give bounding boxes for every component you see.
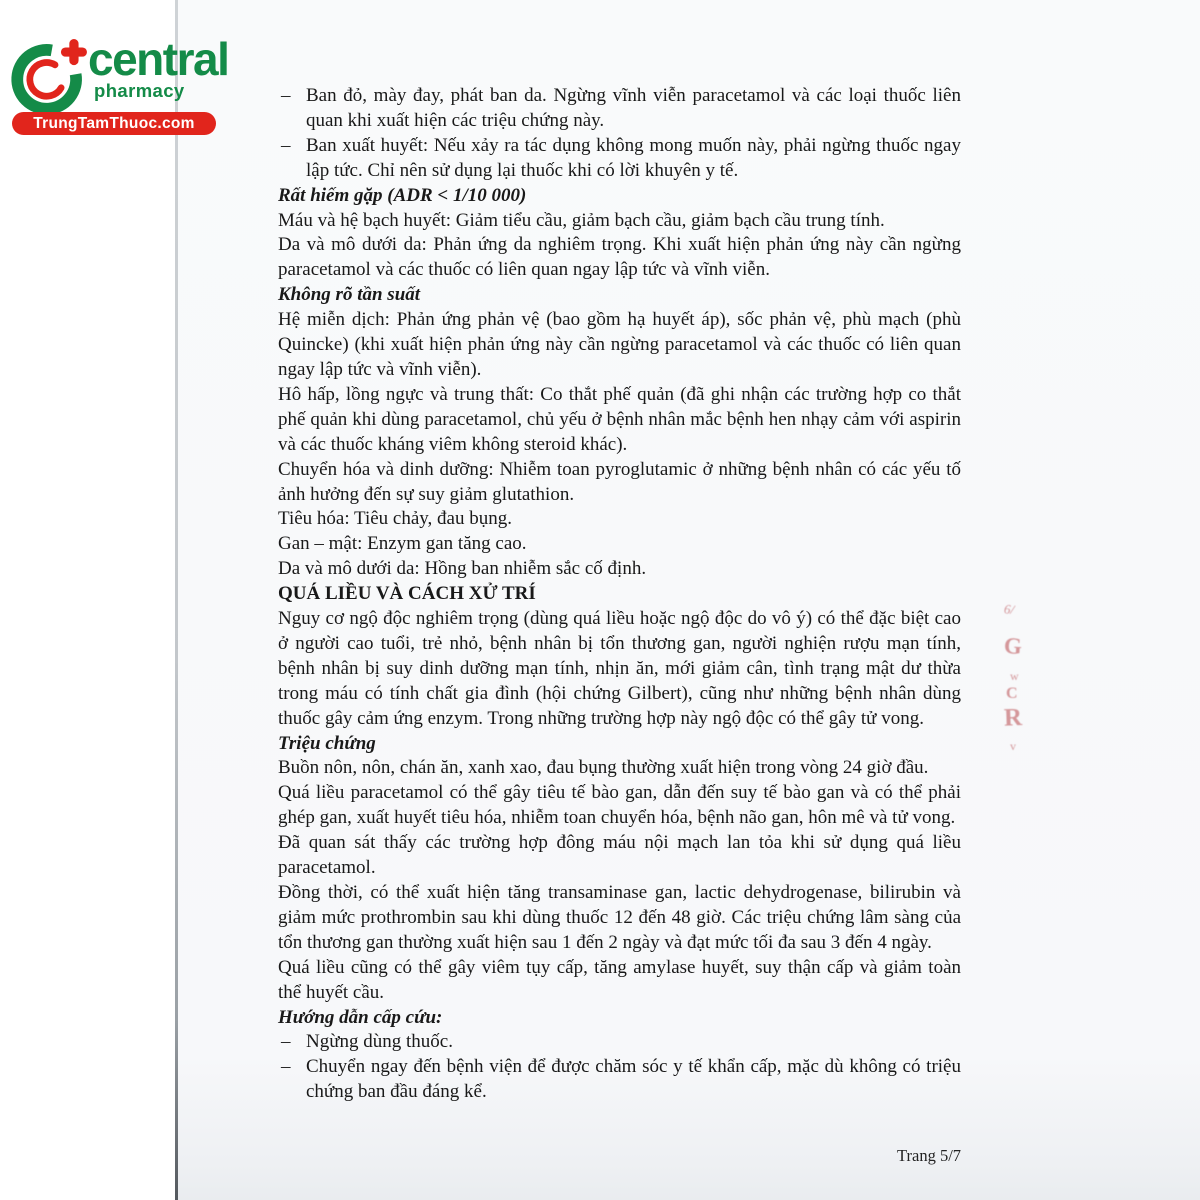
page-number: Trang 5/7 [897, 1146, 962, 1165]
bullet-text: Ban xuất huyết: Nếu xảy ra tác dụng không mong muốn này, phải ngừng thuốc ngay lập tức. Chỉ nên sử dụng lại thuốc khi có lời khuyên y tế. [306, 134, 961, 181]
section-heading: Rất hiếm gặp (ADR < 1/10 000) [278, 184, 527, 206]
section-heading: Triệu chứng [278, 732, 376, 754]
brand-name: central [88, 33, 229, 85]
bullet-item [278, 134, 961, 184]
bullet-dash: – [281, 1056, 291, 1078]
doc-paragraph: Da và mô dưới da: Hồng ban nhiễm sắc cố định. [278, 558, 647, 580]
doc-paragraph: Hô hấp, lồng ngực và trung thất: Co thắt phế quản (đã ghi nhận các trường hợp co thắt phế quản khi dùng paracetamol, chủ yếu ở bệnh nhân mắc bệnh hen nhạy cảm với aspirin và các thuốc kháng viêm không steroid khác). [278, 383, 961, 455]
section-heading-overdose: QUÁ LIỀU VÀ CÁCH XỬ TRÍ [278, 583, 536, 605]
stamp-char: R [1003, 704, 1023, 732]
doc-paragraph: Hệ miễn dịch: Phản ứng phản vệ (bao gồm hạ huyết áp), sốc phản vệ, phù mạch (phù Quincke) (khi xuất hiện phản ứng này cần ngừng paracetamol và các thuốc có liên quan ngay lập tức và vĩnh viễn). [278, 309, 961, 380]
red-stamp-fragment [1003, 601, 1040, 753]
bullet-dash: – [281, 85, 291, 106]
central-pharmacy-logo [8, 28, 248, 153]
bullet-dash: – [281, 134, 291, 156]
document-body [278, 84, 961, 1105]
doc-paragraph: Máu và hệ bạch huyết: Giảm tiểu cầu, giảm bạch cầu, giảm bạch cầu trung tính. [278, 209, 885, 231]
doc-paragraph: Đồng thời, có thể xuất hiện tăng transaminase gan, lactic dehydrogenase, bilirubin và giảm mức prothrombin sau khi dùng thuốc 12 đến 48 giờ. Các triệu chứng lâm sàng của tổn thương gan thường xuất hiện sau 1 đến 2 ngày và đạt mức tối đa sau 3 đến 4 ngày. [278, 882, 961, 953]
bullet-item [278, 1030, 961, 1055]
bullet-text: Chuyển ngay đến bệnh viện để được chăm sóc y tế khẩn cấp, mặc dù không có triệu chứng ban đầu đáng kể. [306, 1056, 961, 1103]
brand-tagline: pharmacy [94, 80, 185, 101]
doc-paragraph: Nguy cơ ngộ độc nghiêm trọng (dùng quá liều hoặc ngộ độc do vô ý) có thể đặc biệt cao ở người cao tuổi, trẻ nhỏ, bệnh nhân bị tổn thương gan, người nghiện rượu mạn tính, bệnh nhân bị suy dinh dưỡng mạn tính, nhịn ăn, mới giảm cân, tình trạng mật dư thừa trong máu có tính chất gia đình (hội chứng Gilbert), cũng như những bệnh nhân dùng thuốc gây cảm ứng enzym. Trong những trường hợp này ngộ độc có thể gây tử vong. [278, 608, 961, 729]
pharmacy-logo-icon [8, 34, 92, 118]
doc-paragraph: Da và mô dưới da: Phản ứng da nghiêm trọng. Khi xuất hiện phản ứng này cần ngừng paracetamol và các thuốc có liên quan ngay lập tức và vĩnh viễn. [278, 234, 961, 281]
section-heading: Không rõ tần suất [278, 284, 421, 306]
section-heading: Hướng dẫn cấp cứu: [278, 1006, 443, 1028]
stamp-char: w [1010, 669, 1019, 683]
bullet-text: Ngừng dùng thuốc. [306, 1031, 453, 1053]
bullet-item [278, 1055, 961, 1105]
stamp-char: v [1010, 739, 1016, 753]
bullet-text: Ban đỏ, mày đay, phát ban da. Ngừng vĩnh viễn paracetamol và các loại thuốc liên quan khi xuất hiện các triệu chứng này. [306, 85, 961, 131]
doc-paragraph: Gan – mật: Enzym gan tăng cao. [278, 533, 527, 555]
doc-paragraph: Buồn nôn, nôn, chán ăn, xanh xao, đau bụng thường xuất hiện trong vòng 24 giờ đầu. [278, 757, 929, 779]
doc-paragraph: Đã quan sát thấy các trường hợp đông máu nội mạch lan tỏa khi sử dụng quá liều paracetamol. [278, 832, 961, 879]
bullet-item [278, 84, 961, 134]
doc-paragraph: Tiêu hóa: Tiêu chảy, đau bụng. [278, 508, 512, 530]
doc-paragraph: Quá liều paracetamol có thể gây tiêu tế bào gan, dẫn đến suy tế bào gan và có thể phải ghép gan, xuất huyết tiêu hóa, nhiễm toan chuyển hóa, bệnh não gan, hôn mê và tử vong. [278, 782, 961, 829]
stamp-char: 6/ [1003, 601, 1015, 618]
doc-paragraph: Chuyển hóa và dinh dưỡng: Nhiễm toan pyroglutamic ở những bệnh nhân có các yếu tố ảnh hưởng đến sự suy giảm glutathion. [278, 458, 961, 505]
stamp-char: C [1006, 685, 1018, 702]
bullet-dash: – [281, 1031, 291, 1053]
stamp-char: G [1003, 633, 1023, 659]
trungtamthuoc-badge: TrungTamThuoc.com [12, 112, 216, 135]
page-edge-line [175, 0, 178, 1200]
doc-paragraph: Quá liều cũng có thể gây viêm tụy cấp, tăng amylase huyết, suy thận cấp và giảm toàn thể huyết cầu. [278, 956, 961, 1003]
